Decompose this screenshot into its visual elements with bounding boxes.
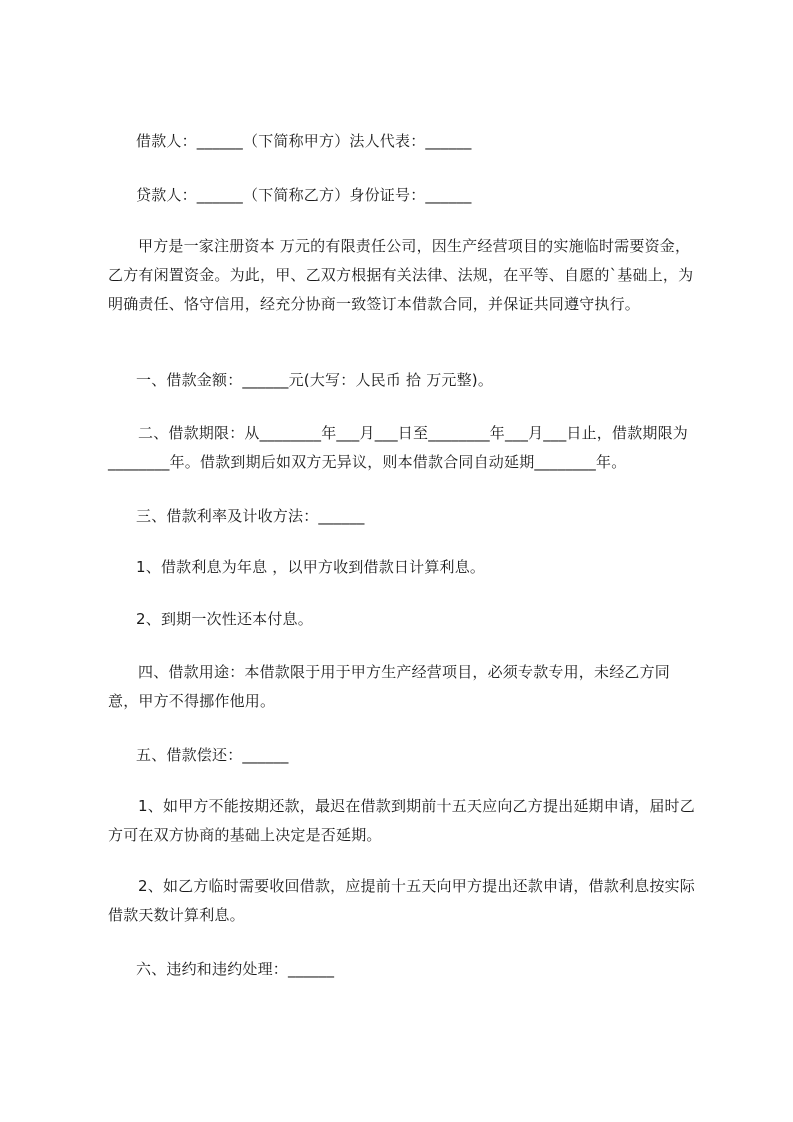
clause-interest-item-2: 2、到期一次性还本付息。: [136, 610, 313, 628]
clause-repayment-item-2: 2、如乙方临时需要收回借款，应提前十五天向甲方提出还款申请，借款利息按实际借款天数计算利息。: [108, 877, 695, 924]
clause-loan-amount: 一、借款金额：______元(大写：人民币 拾 万元整)。: [136, 371, 494, 389]
clause-breach: 六、违约和违约处理：______: [136, 960, 335, 978]
clause-loan-purpose: 四、借款用途：本借款限于用于甲方生产经营项目，必须专款专用，未经乙方同意，甲方不得挪作他用。: [108, 663, 671, 710]
clause-interest-rate: 三、借款利率及计收方法：______: [136, 507, 365, 525]
clause-loan-term: 二、借款期限：从________年___月___日至________年___月___日止，借款期限为________年。借款到期后如双方无异议，则本借款合同自动延期________年。: [108, 424, 689, 471]
lender-line: 贷款人：______（下简称乙方）身份证号：______: [136, 186, 472, 204]
clause-repayment-item-1: 1、如甲方不能按期还款，最迟在借款到期前十五天应向乙方提出延期申请，届时乙方可在双方协商的基础上决定是否延期。: [108, 797, 695, 844]
clause-repayment: 五、借款偿还：______: [136, 746, 289, 764]
borrower-line: 借款人：______（下简称甲方）法人代表：______: [136, 132, 472, 150]
intro-paragraph: 甲方是一家注册资本 万元的有限责任公司，因生产经营项目的实施临时需要资金，乙方有闲置资金。为此，甲、乙双方根据有关法律、法规，在平等、自愿的`基础上，为明确责任、恪守信用，经充分协商一致签订本借款合同，并保证共同遵守执行。: [108, 237, 694, 313]
clause-interest-item-1: 1、借款利息为年息 ，以甲方收到借款日计算利息。: [136, 558, 486, 576]
